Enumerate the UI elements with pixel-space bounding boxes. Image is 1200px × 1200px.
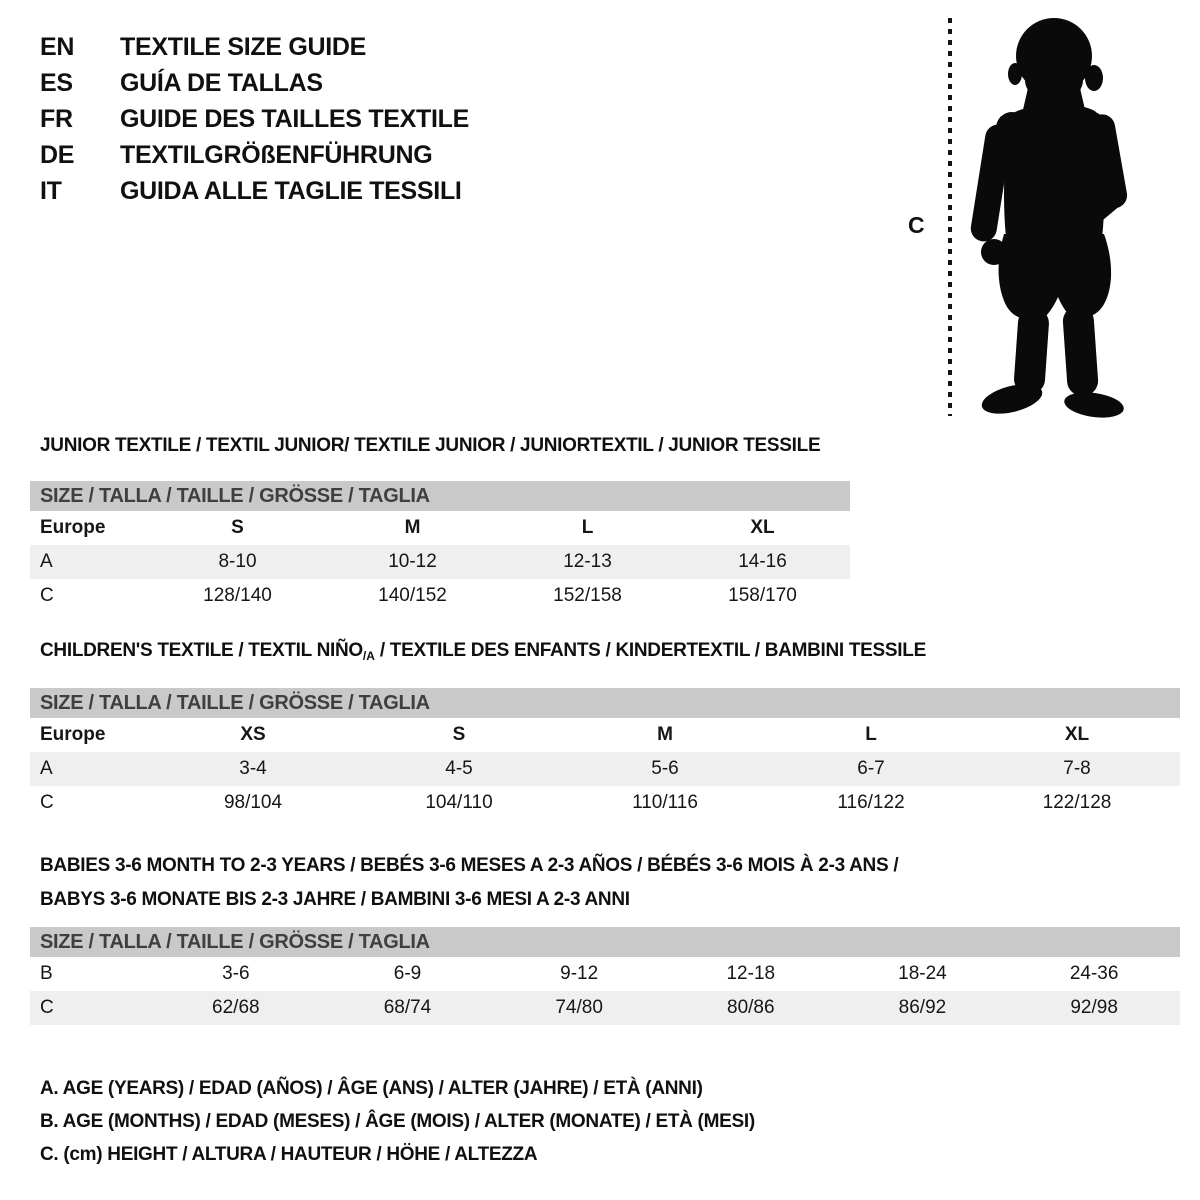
size-cell: 5-6 (562, 752, 768, 786)
size-cell: 74/80 (493, 991, 665, 1025)
size-column-label: S (231, 517, 244, 538)
size-cell: 18-24 (898, 963, 947, 984)
language-row (40, 137, 469, 173)
region-label: Europe (40, 517, 106, 538)
size-cell: 68/74 (322, 991, 494, 1025)
row-label: B (40, 963, 53, 984)
size-column-label: L (581, 517, 594, 538)
junior-row-age (30, 545, 850, 579)
guide-title: GUÍA DE TALLAS (120, 68, 323, 97)
junior-row-height (30, 579, 850, 613)
size-cell: 104/110 (425, 792, 493, 813)
babies-section-title (40, 849, 898, 917)
children-row-height (30, 786, 1180, 820)
size-column-label: M (657, 724, 673, 745)
size-cell: 6-9 (393, 963, 422, 984)
language-row (40, 29, 469, 65)
legend-line-b: B. AGE (MONTHS) / EDAD (MESES) / ÂGE (MOIS) / ALTER (MONATE) / ETÀ (MESI) (40, 1111, 755, 1132)
children-title-prefix: CHILDREN'S TEXTILE / TEXTIL NIÑO (40, 640, 363, 661)
language-header (40, 29, 469, 209)
size-cell: 158/170 (728, 585, 797, 606)
size-column-label: XS (240, 724, 266, 745)
size-column-label: L (865, 724, 877, 745)
size-cell: 12-13 (500, 545, 675, 579)
size-header-bar: SIZE / TALLA / TAILLE / GRÖSSE / TAGLIA (30, 481, 850, 511)
language-row (40, 173, 469, 209)
language-row (40, 65, 469, 101)
junior-columns-row (30, 511, 850, 545)
size-header-bar: SIZE / TALLA / TAILLE / GRÖSSE / TAGLIA (30, 927, 1180, 957)
language-code: DE (40, 140, 75, 169)
size-cell: 9-12 (560, 963, 599, 984)
height-dashed-line (948, 18, 952, 416)
region-label: Europe (40, 724, 106, 745)
size-cell: 7-8 (974, 752, 1180, 786)
legend-line-a: A. AGE (YEARS) / EDAD (AÑOS) / ÂGE (ANS) / ALTER (JAHRE) / ETÀ (ANNI) (40, 1078, 703, 1099)
legend (40, 1072, 755, 1171)
size-header-row (30, 927, 1180, 957)
size-cell: 110/116 (632, 792, 698, 813)
guide-title: TEXTILGRÖßENFÜHRUNG (120, 140, 433, 169)
size-cell: 4-5 (356, 752, 562, 786)
junior-section-title: JUNIOR TEXTILE / TEXTIL JUNIOR/ TEXTILE JUNIOR / JUNIORTEXTIL / JUNIOR TESSILE (40, 435, 821, 456)
children-size-table (30, 688, 1180, 820)
size-cell: 14-16 (675, 545, 850, 579)
children-columns-row (30, 718, 1180, 752)
babies-size-table (30, 927, 1180, 1025)
babies-title-line1: BABIES 3-6 MONTH TO 2-3 YEARS / BEBÉS 3-6 MESES A 2-3 AÑOS / BÉBÉS 3-6 MOIS À 2-3 ANS / (40, 855, 899, 876)
row-label: A (30, 752, 150, 786)
size-cell: 3-4 (150, 752, 356, 786)
size-cell: 128/140 (203, 585, 272, 606)
language-code: FR (40, 104, 73, 133)
language-code: IT (40, 176, 62, 205)
row-label: A (30, 545, 150, 579)
row-label: C (40, 585, 54, 606)
size-column-label: XL (1064, 724, 1090, 745)
babies-row-height (30, 991, 1180, 1025)
language-code: EN (40, 32, 75, 61)
size-cell: 12-18 (726, 963, 776, 984)
size-cell: 98/104 (223, 792, 283, 813)
size-cell: 6-7 (768, 752, 974, 786)
row-label: C (40, 792, 54, 813)
row-label: C (30, 991, 150, 1025)
legend-line-c: C. (cm) HEIGHT / ALTURA / HAUTEUR / HÖHE / ALTEZZA (40, 1144, 538, 1165)
children-title-suffix: / TEXTILE DES ENFANTS / KINDERTEXTIL / BAMBINI TESSILE (374, 640, 926, 661)
size-cell: 62/68 (150, 991, 322, 1025)
size-header-row (30, 481, 850, 511)
baby-silhouette-icon (966, 16, 1136, 418)
size-header-row (30, 688, 1180, 718)
babies-title-line2: BABYS 3-6 MONATE BIS 2-3 JAHRE / BAMBINI 3-6 MESI A 2-3 ANNI (40, 889, 630, 910)
children-section-title (40, 640, 926, 663)
height-label-c: C (908, 212, 925, 238)
size-column-label: S (452, 724, 466, 745)
size-cell: 152/158 (553, 585, 622, 606)
size-column-label: M (404, 517, 421, 538)
size-cell: 3-6 (222, 963, 250, 984)
guide-title: GUIDA ALLE TAGLIE TESSILI (120, 176, 462, 205)
size-cell: 24-36 (1069, 963, 1119, 984)
children-row-age (30, 752, 1180, 786)
junior-size-table (30, 481, 850, 613)
size-header-bar: SIZE / TALLA / TAILLE / GRÖSSE / TAGLIA (30, 688, 1180, 718)
language-row (40, 101, 469, 137)
size-cell: 116/122 (837, 792, 905, 813)
language-code: ES (40, 68, 73, 97)
size-cell: 80/86 (665, 991, 837, 1025)
size-cell: 92/98 (1008, 991, 1180, 1025)
size-cell: 10-12 (325, 545, 500, 579)
children-title-subscript: /A (362, 649, 375, 663)
size-column-label: XL (750, 517, 775, 538)
size-cell: 8-10 (150, 545, 325, 579)
size-cell: 86/92 (837, 991, 1009, 1025)
babies-row-months (30, 957, 1180, 991)
size-cell: 140/152 (378, 585, 447, 606)
guide-title: GUIDE DES TAILLES TEXTILE (120, 104, 470, 133)
size-cell: 122/128 (1042, 792, 1112, 813)
guide-title: TEXTILE SIZE GUIDE (120, 32, 367, 61)
